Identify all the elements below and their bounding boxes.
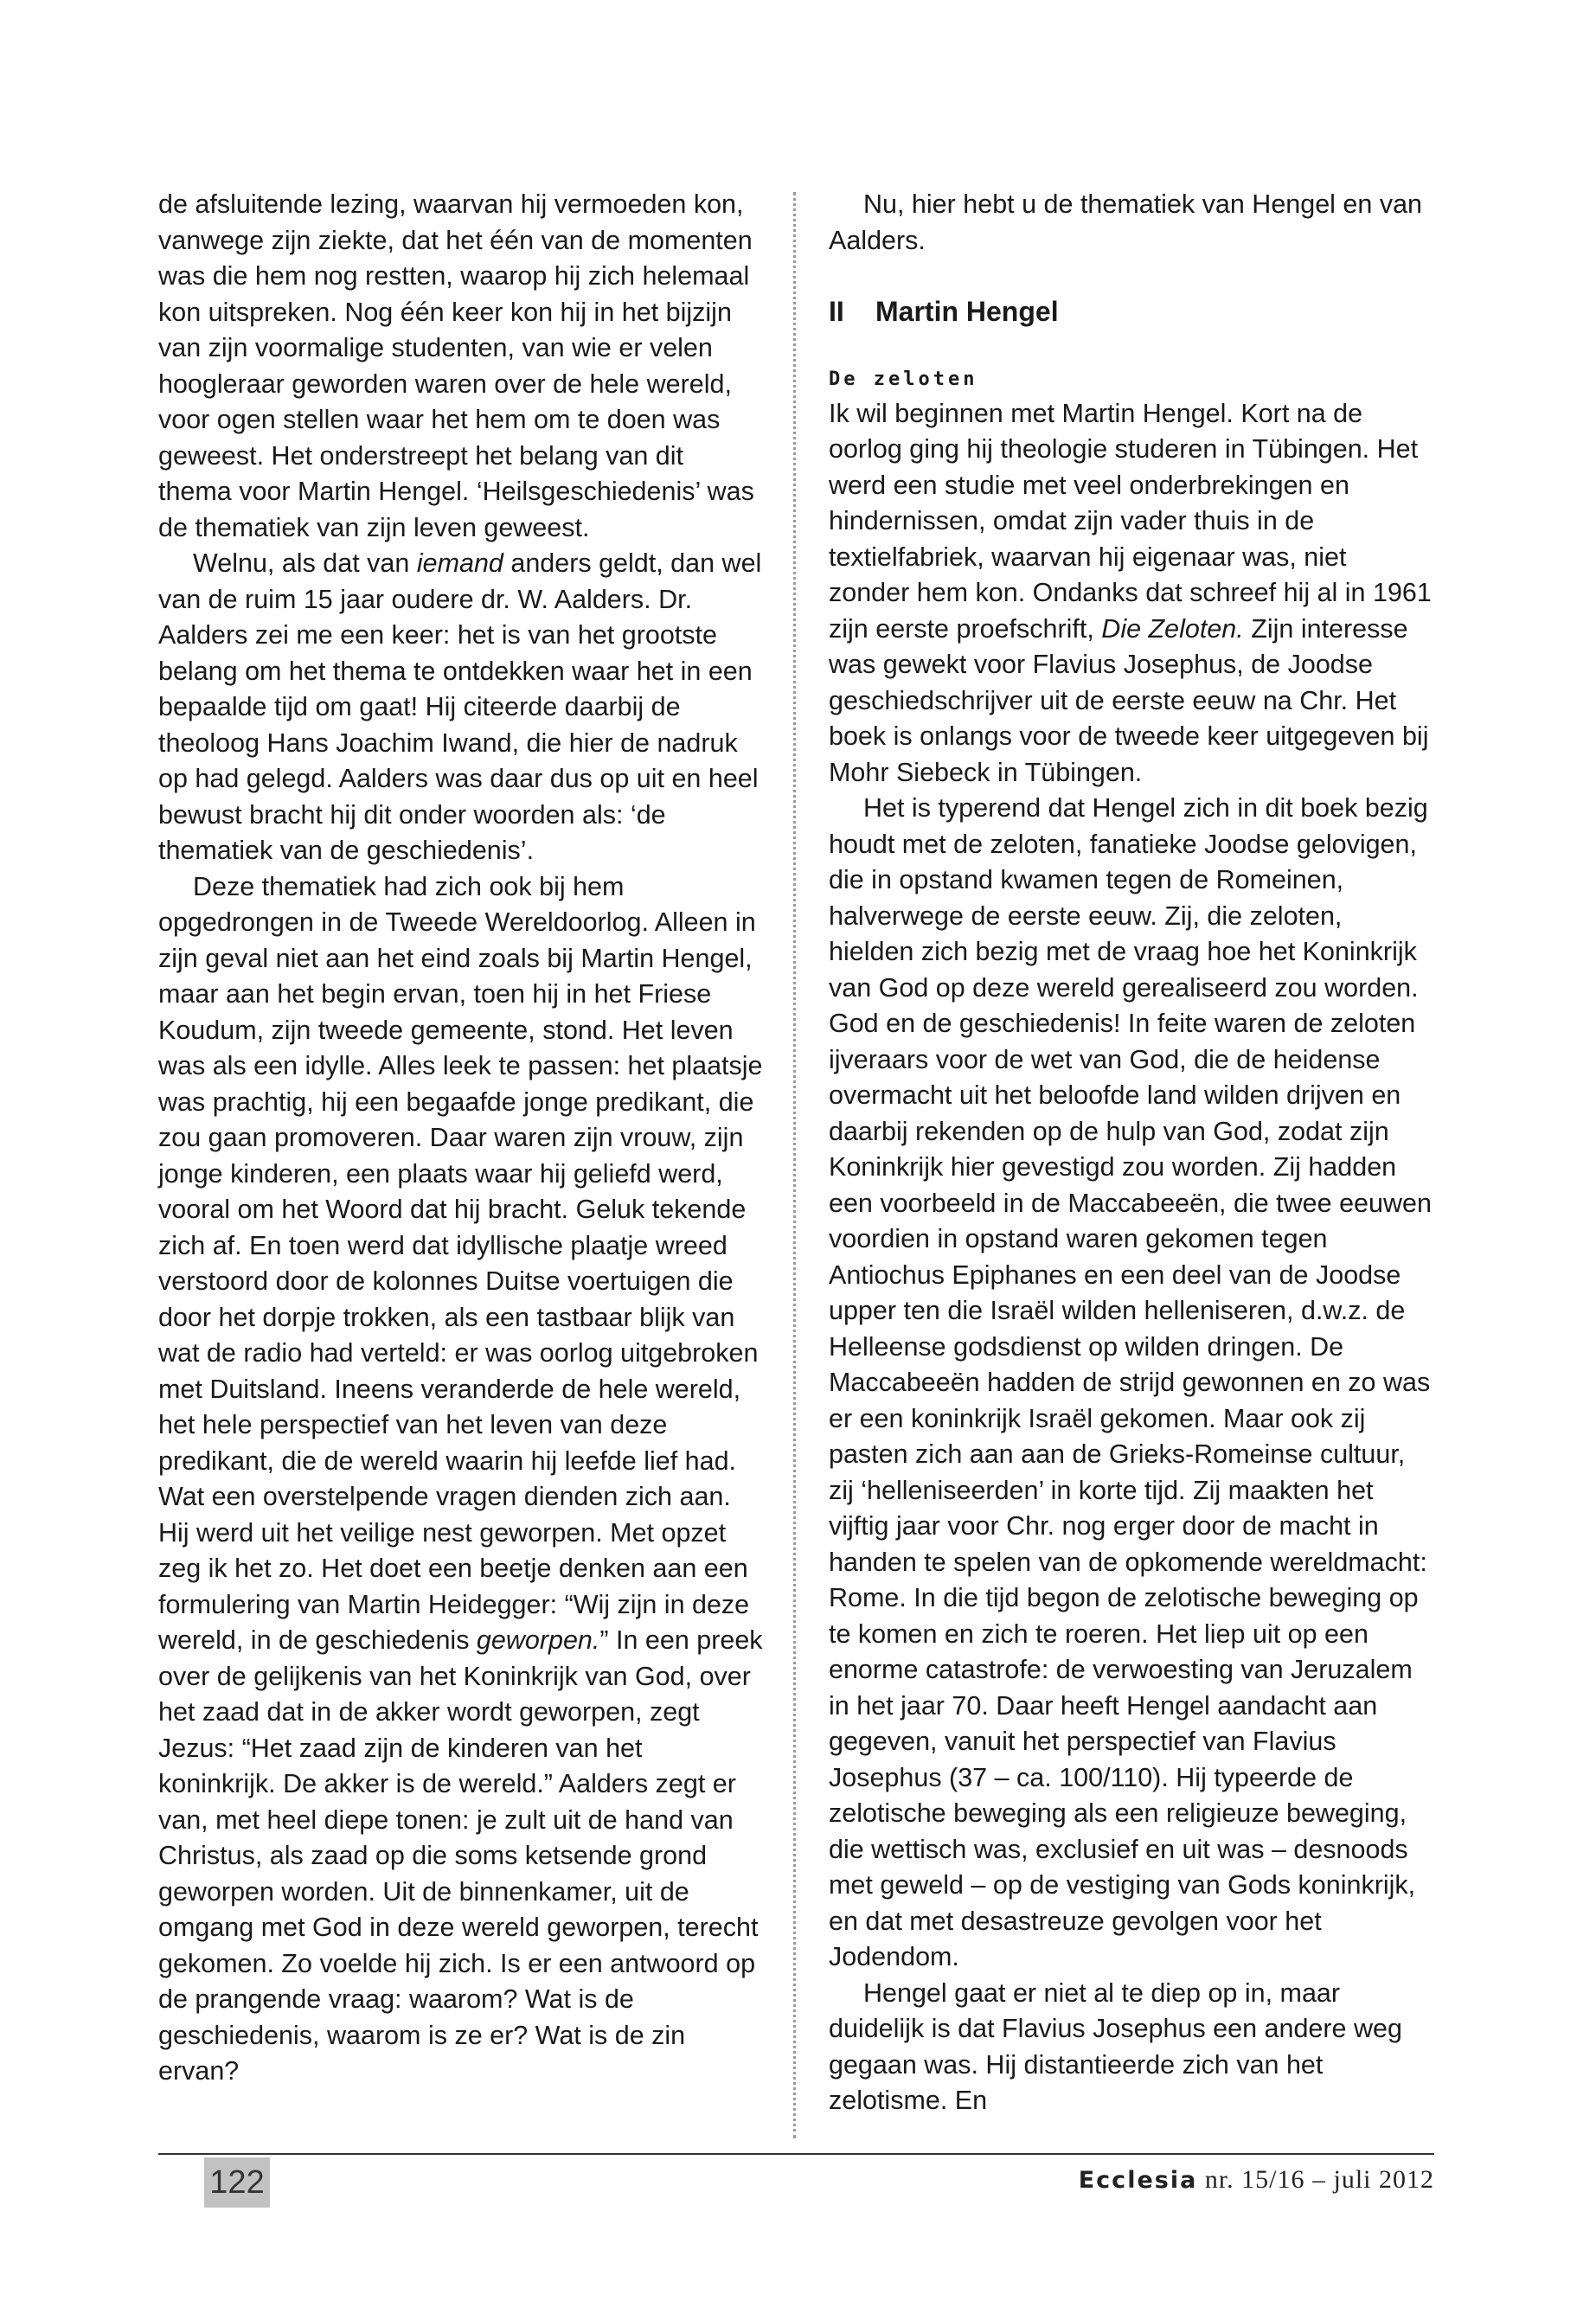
journal-name: Ecclesia — [1078, 2167, 1198, 2194]
text-run: Welnu, als dat van — [193, 548, 417, 578]
paragraph — [829, 396, 1434, 792]
italic-text: iemand — [416, 548, 503, 578]
paragraph — [158, 869, 764, 2090]
text-run: Zijn interesse was gewekt voor Flavius Josephus, de Joodse geschiedschrijver uit de eerste eeuw na Chr. Het boek is onlangs voor de tweede keer uitgegeven bij Mohr Siebeck in Tübingen. — [829, 613, 1429, 787]
text-run: Ik wil beginnen met Martin Hengel. Kort na de oorlog ging hij theologie studeren in Tübingen. Het werd een studie met veel onderbrekingen en hindernissen, omdat zijn vader thuis in de textielfabriek, waarvan hij eigenaar was, niet zonder hem kon. Ondanks dat schreef hij al in 1961 zijn eerste proefschrift, — [829, 398, 1432, 644]
subheading: De zeloten — [829, 368, 978, 390]
italic-text: geworpen. — [476, 1625, 600, 1655]
paragraph — [158, 187, 764, 546]
paragraph — [829, 791, 1434, 1976]
text-run: ” In een preek over de gelijkenis van het Koninkrijk van God, over het zaad dat in de akker wordt geworpen, zegt Jezus: “Het zaad zijn de kinderen van het koninkrijk. De akker is de wereld.” Aalders zegt er van, met heel diepe tonen: je zult uit de hand van Christus, als zaad op die soms ketsende grond geworpen worden. Uit de binnenkamer, uit de omgang met God in deze wereld geworpen, terecht gekomen. Zo voelde hij zich. Is er een antwoord op de prangende vraag: waarom? Wat is de geschiedenis, waarom is ze er? Wat is de zin ervan? — [158, 1625, 763, 2086]
journal-footer — [1079, 2163, 1434, 2198]
section-title: Martin Hengel — [875, 296, 1059, 327]
journal-issue: nr. 15/16 – juli 2012 — [1204, 2165, 1434, 2194]
column-divider — [793, 192, 796, 2138]
section-number: II — [829, 296, 844, 327]
text-run: anders geldt, dan wel van de ruim 15 jaar oudere dr. W. Aalders. Dr. Aalders zei me een keer: het is van het grootste belang om het thema te ontdekken waar het in een bepaalde tijd om gaat! Hij citeerde daarbij de theoloog Hans Joachim Iwand, die hier de nadruk op had gelegd. Aalders was daar dus op uit en heel bewust bracht hij dit onder woorden als: ‘de thematiek van de geschiedenis’. — [158, 548, 762, 865]
paragraph — [158, 546, 764, 869]
section-heading — [829, 294, 1434, 330]
left-column — [158, 187, 764, 2090]
text-run: Hengel gaat er niet al te diep op in, maar duidelijk is dat Flavius Josephus een andere weg gegaan was. Hij distantieerde zich van het zelotisme. En — [829, 1977, 1402, 2115]
text-run: de afsluitende lezing, waarvan hij vermoeden kon, vanwege zijn ziekte, dat het één van de momenten was die hem nog restten, waarop hij zich helemaal kon uitspreken. Nog één keer kon hij in het bijzijn van zijn voormalige studenten, van wie er velen hoogleraar geworden waren over de hele wereld, voor ogen stellen waar het hem om te doen was geweest. Het onderstreept het belang van dit thema voor Martin Hengel. ‘Heilsgeschiedenis’ was de thematiek van zijn leven geweest. — [158, 189, 754, 542]
page-number: 122 — [204, 2157, 270, 2208]
footer-rule — [158, 2153, 1434, 2155]
right-column-body — [829, 396, 1434, 2119]
italic-text: Die Zeloten. — [1101, 613, 1244, 644]
text-run: Deze thematiek had zich ook bij hem opgedrongen in de Tweede Wereldoorlog. Alleen in zijn geval niet aan het eind zoals bij Martin Hengel, maar aan het begin ervan, toen hij in het Friese Koudum, zijn tweede gemeente, stond. Het leven was als een idylle. Alles leek te passen: het plaatsje was prachtig, hij een begaafde jonge predikant, die zou gaan promoveren. Daar waren zijn vrouw, zijn jonge kinderen, een plaats waar hij geliefd werd, vooral om het Woord dat hij bracht. Geluk tekende zich af. En toen werd dat idyllische plaatje wreed verstoord door de kolonnes Duitse voertuigen die door het dorpje trokken, als een tastbaar blijk van wat de radio had verteld: er was oorlog uitgebroken met Duitsland. Ineens veranderde de hele wereld, het hele perspectief van het leven van deze predikant, die de wereld waarin hij leefde lief had. Wat een overstelpende vragen dienden zich aan. Hij werd uit het veilige nest geworpen. Met opzet zeg ik het zo. Het doet een beetje denken aan een formulering van Martin Heidegger: “Wij zijn in deze wereld, in de geschiedenis — [158, 871, 763, 1655]
text-run: Het is typerend dat Hengel zich in dit boek bezig houdt met de zeloten, fanatieke Joodse gelovigen, die in opstand kwamen tegen de Romeinen, halverwege de eerste eeuw. Zij, die zeloten, hielden zich bezig met de vraag hoe het Koninkrijk van God op deze wereld gerealiseerd zou worden. God en de geschiedenis! In feite waren de zeloten ijveraars voor de wet van God, die de heidense overmacht uit het beloofde land wilden drijven en daarbij rekenden op de hulp van God, zodat zijn Koninkrijk hier gevestigd zou worden. Zij hadden een voorbeeld in de Maccabeeën, die twee eeuwen voordien in opstand waren gekomen tegen Antiochus Epiphanes en een deel van de Joodse upper ten die Israël wilden helleniseren, d.w.z. de Helleense godsdienst op wilden dringen. De Maccabeeën hadden de strijd gewonnen en zo was er een koninkrijk Israël gekomen. Maar ook zij pasten zich aan aan de Grieks-Romeinse cultuur, zij ‘helleniseerden’ in korte tijd. Zij maakten het vijftig jaar voor Chr. nog erger door de macht in handen te spelen van de opkomende wereldmacht: Rome. In die tijd begon de zelotische beweging op te komen en zich te roeren. Het liep uit op een enorme catastrofe: de verwoesting van Jeruzalem in het jaar 70. Daar heeft Hengel aandacht aan gegeven, vanuit het perspectief van Flavius Josephus (37 – ca. 100/110). Hij typeerde de zelotische beweging als een religieuze beweging, die wettisch was, exclusief en uit was – desnoods met geweld – op de vestiging van Gods koninkrijk, en dat met desastreuze gevolgen voor het Jodendom. — [829, 793, 1432, 1971]
paragraph — [829, 1976, 1434, 2119]
intro-paragraph: Nu, hier hebt u de thematiek van Hengel en van Aalders. — [829, 189, 1422, 255]
right-column — [829, 187, 1434, 2119]
